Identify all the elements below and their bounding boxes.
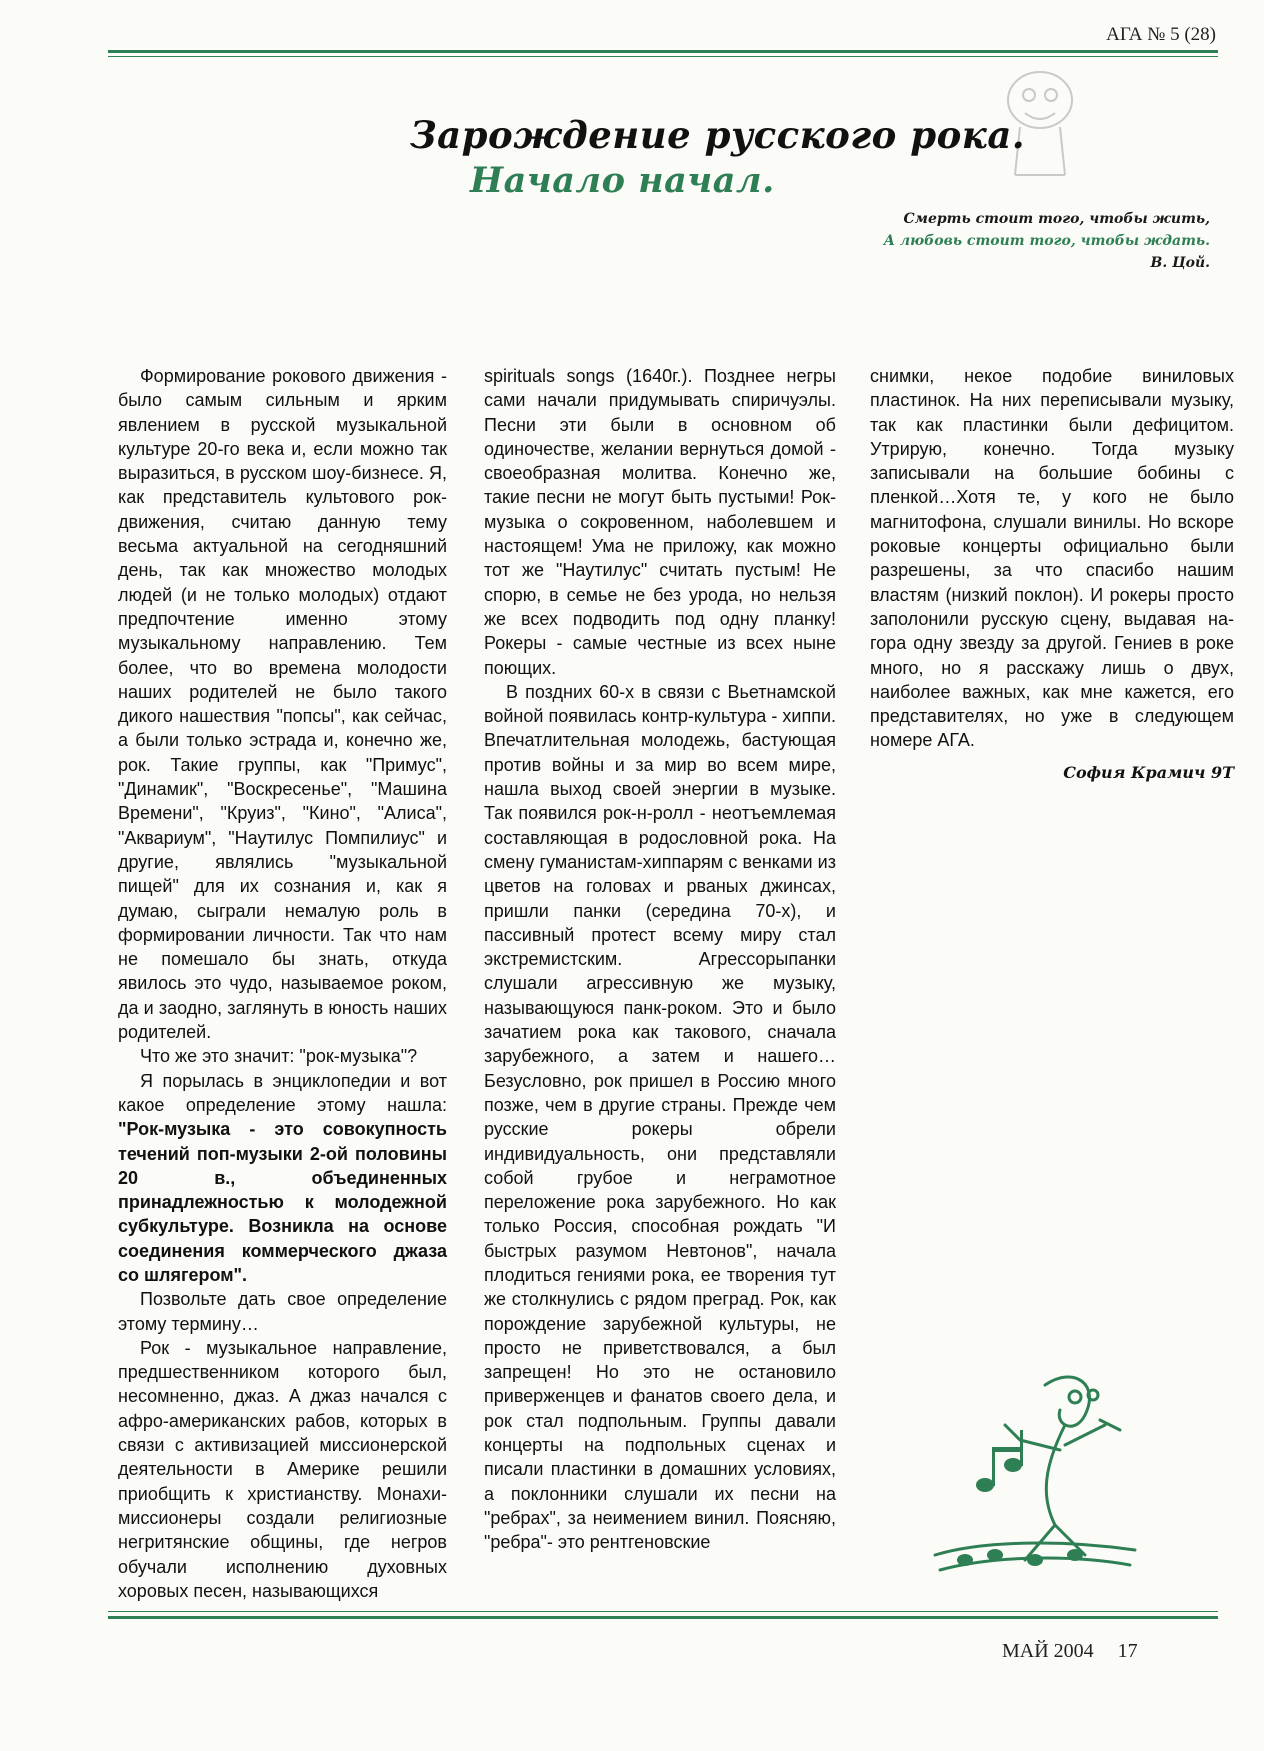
paragraph-text: Я порылась в энциклопедии и вот какое определение этому нашла:	[118, 1070, 447, 1115]
issue-number: АГА № 5 (28)	[1106, 24, 1216, 45]
epigraph-line-1: Смерть стоит того, чтобы жить,	[903, 211, 1210, 227]
paragraph: Рок - музыкальное направление, предшественником которого был, несомненно, джаз. А джаз начался с афро-американских рабов, которых в связи с активизацией миссионерской деятельности в Америке решили приобщить к христианству. Монахи- миссионеры создали религиозные негритянские общины, где негров обучали исполнению духовных хоровых песен, называющихся	[118, 1337, 447, 1601]
article-column-2	[484, 364, 836, 1555]
bleed-through-text	[160, 70, 182, 152]
issue-date: МАЙ 2004	[1002, 1640, 1094, 1662]
paragraph: В поздних 60-х в связи с Вьетнамской войной появилась контр-культура - хиппи. Впечатлительная молодежь, бастующая против войны и за мир во всем мире, нашла выход своей энергии в музыке. Так появился рок-н-ролл - неотъемлемая составляющая в родословной рока. На смену гуманистам-хиппарям с венками из цветов на головах и рваных джинсах, пришли панки (середина 70-х), и пассивный протест всему миру стал экстремистским. Агрессорыпанки слушали агрессивную же музыку, называющуюся панк-роком. Это и было зачатием рока как такового, сначала зарубежного, а затем и нашего…Безусловно, рок пришел в Россию много позже, чем в другие страны. Прежде чем русские рокеры обрели индивидуальность, они представляли собой грубое и неграмотное переложение рока зарубежного. Но как только Россия, способная рождать "И быстрых разумом Невтонов", начала плодиться гениями рока, ее творения тут же столкнулись с рядом преград. Рок, как порождение зарубежной культуры, не просто не приветствовался, а был запрещен! Но это не остановило приверженцев и фанатов своего дела, и рок стал подпольным. Группы давали концерты на подпольных сценах и писали пластинки в домашних условиях, а поклонники слушали их песни на "ребрах", за неимением винил. Поясняю, "ребра"- это рентгеновские	[484, 681, 836, 1553]
music-notes-illustration	[925, 1355, 1145, 1595]
header-rule-thin	[108, 56, 1218, 57]
paragraph: снимки, некое подобие виниловых пластинок. На них переписывали музыку, так как пластинки были дефицитом. Утрирую, конечно. Тогда музыку записывали на большие бобины с пленкой…Хотя те, у кого не было магнитофона, слушали винилы. Но вскоре роковые концерты официально были разрешены, за что спасибо нашим властям (низкий поклон). И рокеры просто заполонили русскую сцену, выдавая на-гора одну звезду за другой. Гениев в роке много, но я расскажу лишь о двух, наиболее важных, как мне кажется, его представителях, но уже в следующем номере АГА.	[870, 366, 1234, 751]
article-column-3	[870, 364, 1234, 785]
article-column-1	[118, 364, 447, 1603]
author-signature: София Крамич 9Т	[1063, 762, 1234, 782]
epigraph-author: В. Цой.	[1150, 255, 1210, 271]
epigraph-line-2: А любовь стоит того, чтобы ждать.	[883, 233, 1210, 249]
page-number: 17	[1117, 1640, 1138, 1662]
footer-rule-thin	[108, 1611, 1218, 1612]
definition-quote: "Рок-музыка - это совокупность течений поп-музыки 2-ой половины 20 в., объединенных принадлежностью к молодежной субкультуре. Возникла на основе соединения коммерческого джаза со шлягером".	[118, 1119, 447, 1285]
paragraph: Позвольте дать свое определение этому термину…	[118, 1289, 447, 1334]
article-subtitle: Начало начал.	[470, 160, 775, 201]
paragraph: spirituals songs (1640г.). Позднее негры сами начали придумывать спиричуэлы. Песни эти были в основном об одиночестве, желании вернуться домой - своеобразная молитва. Конечно же, такие песни не могут быть пустыми! Рок-музыка о сокровенном, наболевшем и настоящем! Ума не приложу, как можно тот же "Наутилус" считать пустым! Не спорю, в семье не без урода, но нельзя же всех подводить под одну планку! Рокеры - самые честные из всех ныне поющих.	[484, 366, 836, 678]
article-title: Зарождение русского рока.	[410, 113, 1026, 157]
paragraph	[118, 1069, 447, 1288]
paragraph: Формирование рокового движения - было самым сильным и ярким явлением в русской музыкальной культуре 20-го века и, если можно так выразиться, в русском шоу-бизнесе. Я, как представитель культового рок-движения, считаю данную тему весьма актуальной на сегодняшний день, так как множество молодых людей (и не только молодых) отдают предпочтение именно этому музыкальному направлению. Тем более, что во времена молодости наших родителей не было такого дикого нашествия "попсы", как сейчас, а были только эстрада и, конечно же, рок. Такие группы, как "Примус", "Динамик", "Воскресенье", "Машина Времени", "Круиз", "Кино", "Алиса", "Аквариум", "Наутилус Помпилиус" и другие, являлись "музыкальной пищей" для их сознания и, как я думаю, сыграли немалую роль в формировании личности. Так что нам не помешало бы знать, откуда явилось это чудо, называемое роком, да и заодно, заглянуть в юность наших родителей.	[118, 366, 447, 1043]
footer-rule	[108, 1616, 1218, 1619]
paragraph: Что же это значит: "рок-музыка"?	[140, 1046, 418, 1067]
footer	[1002, 1640, 1138, 1663]
epigraph	[884, 208, 1210, 274]
header-rule	[108, 50, 1218, 53]
